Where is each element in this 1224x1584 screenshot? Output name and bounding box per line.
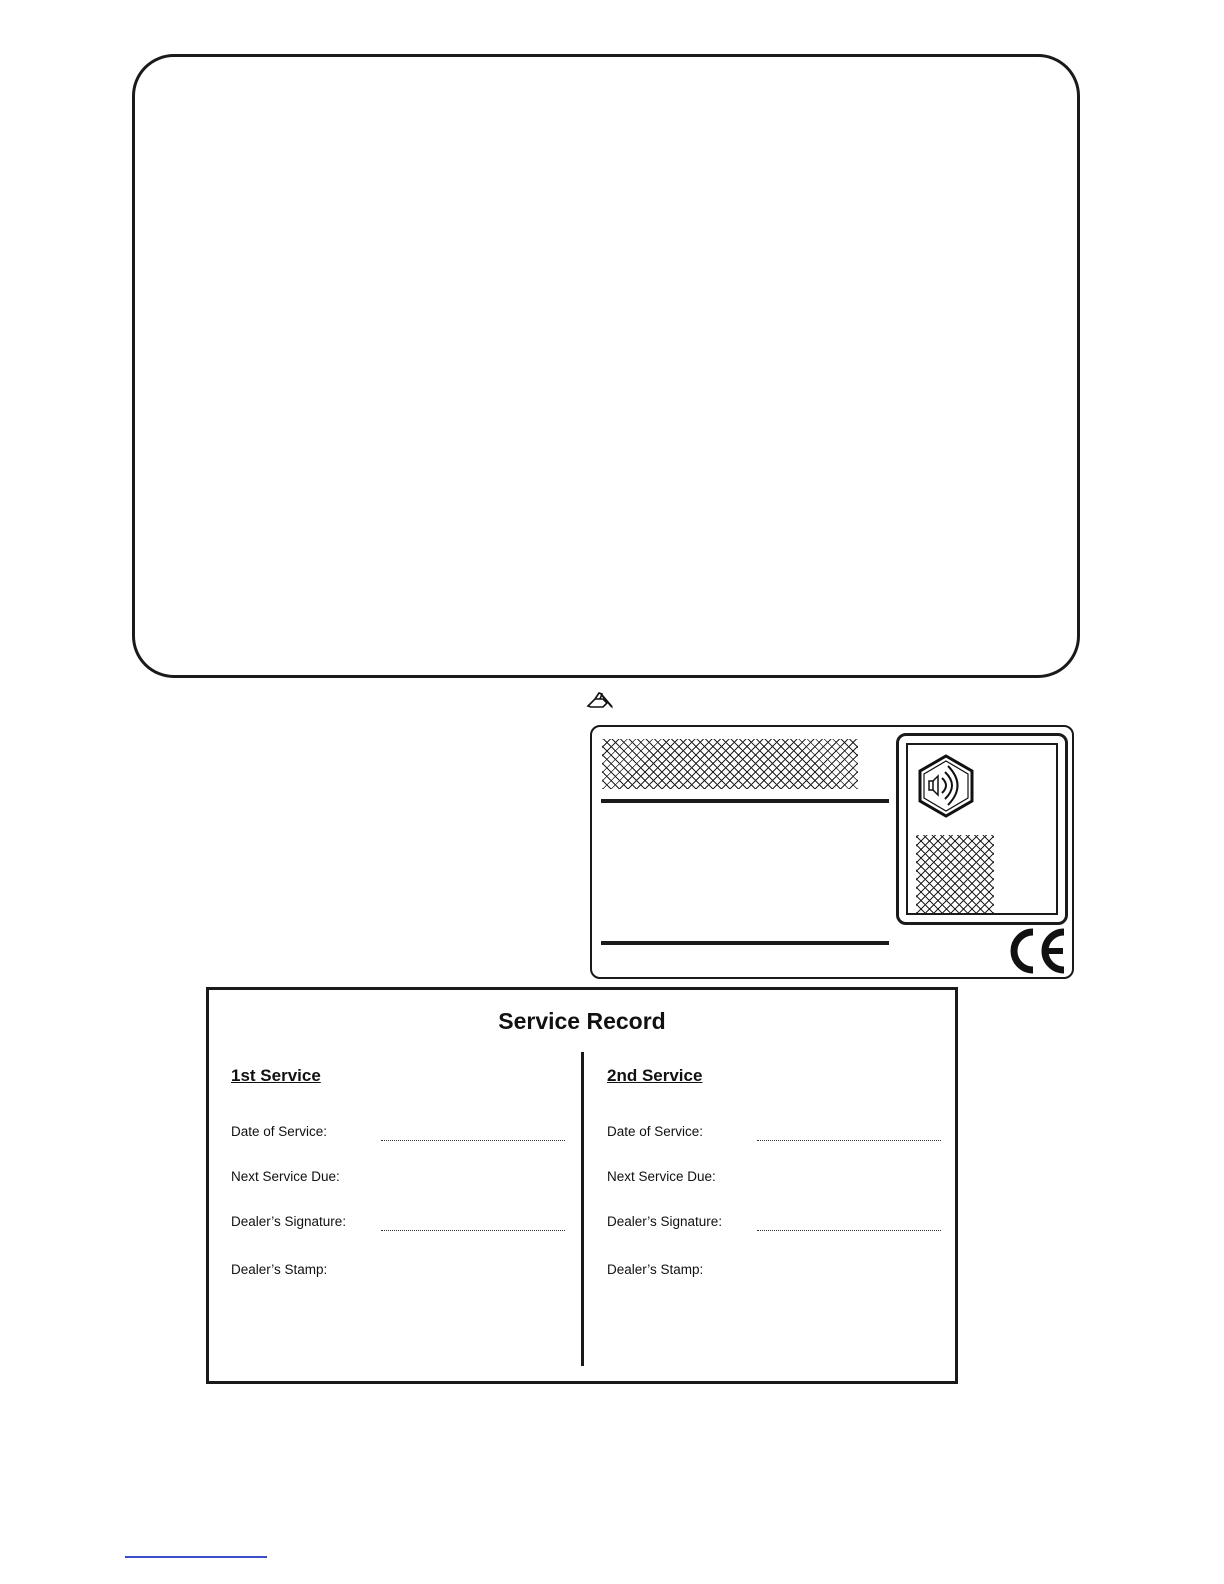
ce-mark-icon [1006, 927, 1068, 975]
next-service-due-label: Next Service Due: [231, 1169, 340, 1184]
illustration-panel [132, 54, 1080, 678]
dealer-signature-label: Dealer’s Signature: [231, 1214, 347, 1229]
plate-rule [601, 799, 889, 803]
column-divider [581, 1052, 584, 1366]
plate-hatched-area [602, 739, 858, 789]
date-of-service-field[interactable] [381, 1140, 565, 1141]
plate-rule [601, 941, 889, 945]
dealer-stamp-label: Dealer’s Stamp: [231, 1262, 328, 1277]
dealer-signature-field[interactable] [381, 1230, 565, 1231]
service-record-title: Service Record [498, 1008, 666, 1034]
service-heading: 1st Service [231, 1066, 321, 1085]
second-service-section [605, 1052, 945, 1352]
plate-hatched-square [916, 835, 994, 913]
next-service-due-label: Next Service Due: [607, 1169, 716, 1184]
plate-noise-box [896, 733, 1068, 925]
dealer-signature-label: Dealer’s Signature: [607, 1214, 723, 1229]
writing-hand-icon [585, 688, 615, 710]
service-heading: 2nd Service [607, 1066, 703, 1085]
date-of-service-field[interactable] [757, 1140, 941, 1141]
dealer-stamp-label: Dealer’s Stamp: [607, 1262, 704, 1277]
date-of-service-label: Date of Service: [231, 1124, 328, 1139]
rating-plate [590, 725, 1074, 979]
sound-hex-icon [916, 753, 976, 819]
service-record-box [206, 987, 958, 1384]
first-service-section [229, 1052, 569, 1352]
footer-link-underline[interactable] [125, 1556, 267, 1558]
plate-noise-box-inner [906, 743, 1058, 915]
date-of-service-label: Date of Service: [607, 1124, 704, 1139]
dealer-signature-field[interactable] [757, 1230, 941, 1231]
